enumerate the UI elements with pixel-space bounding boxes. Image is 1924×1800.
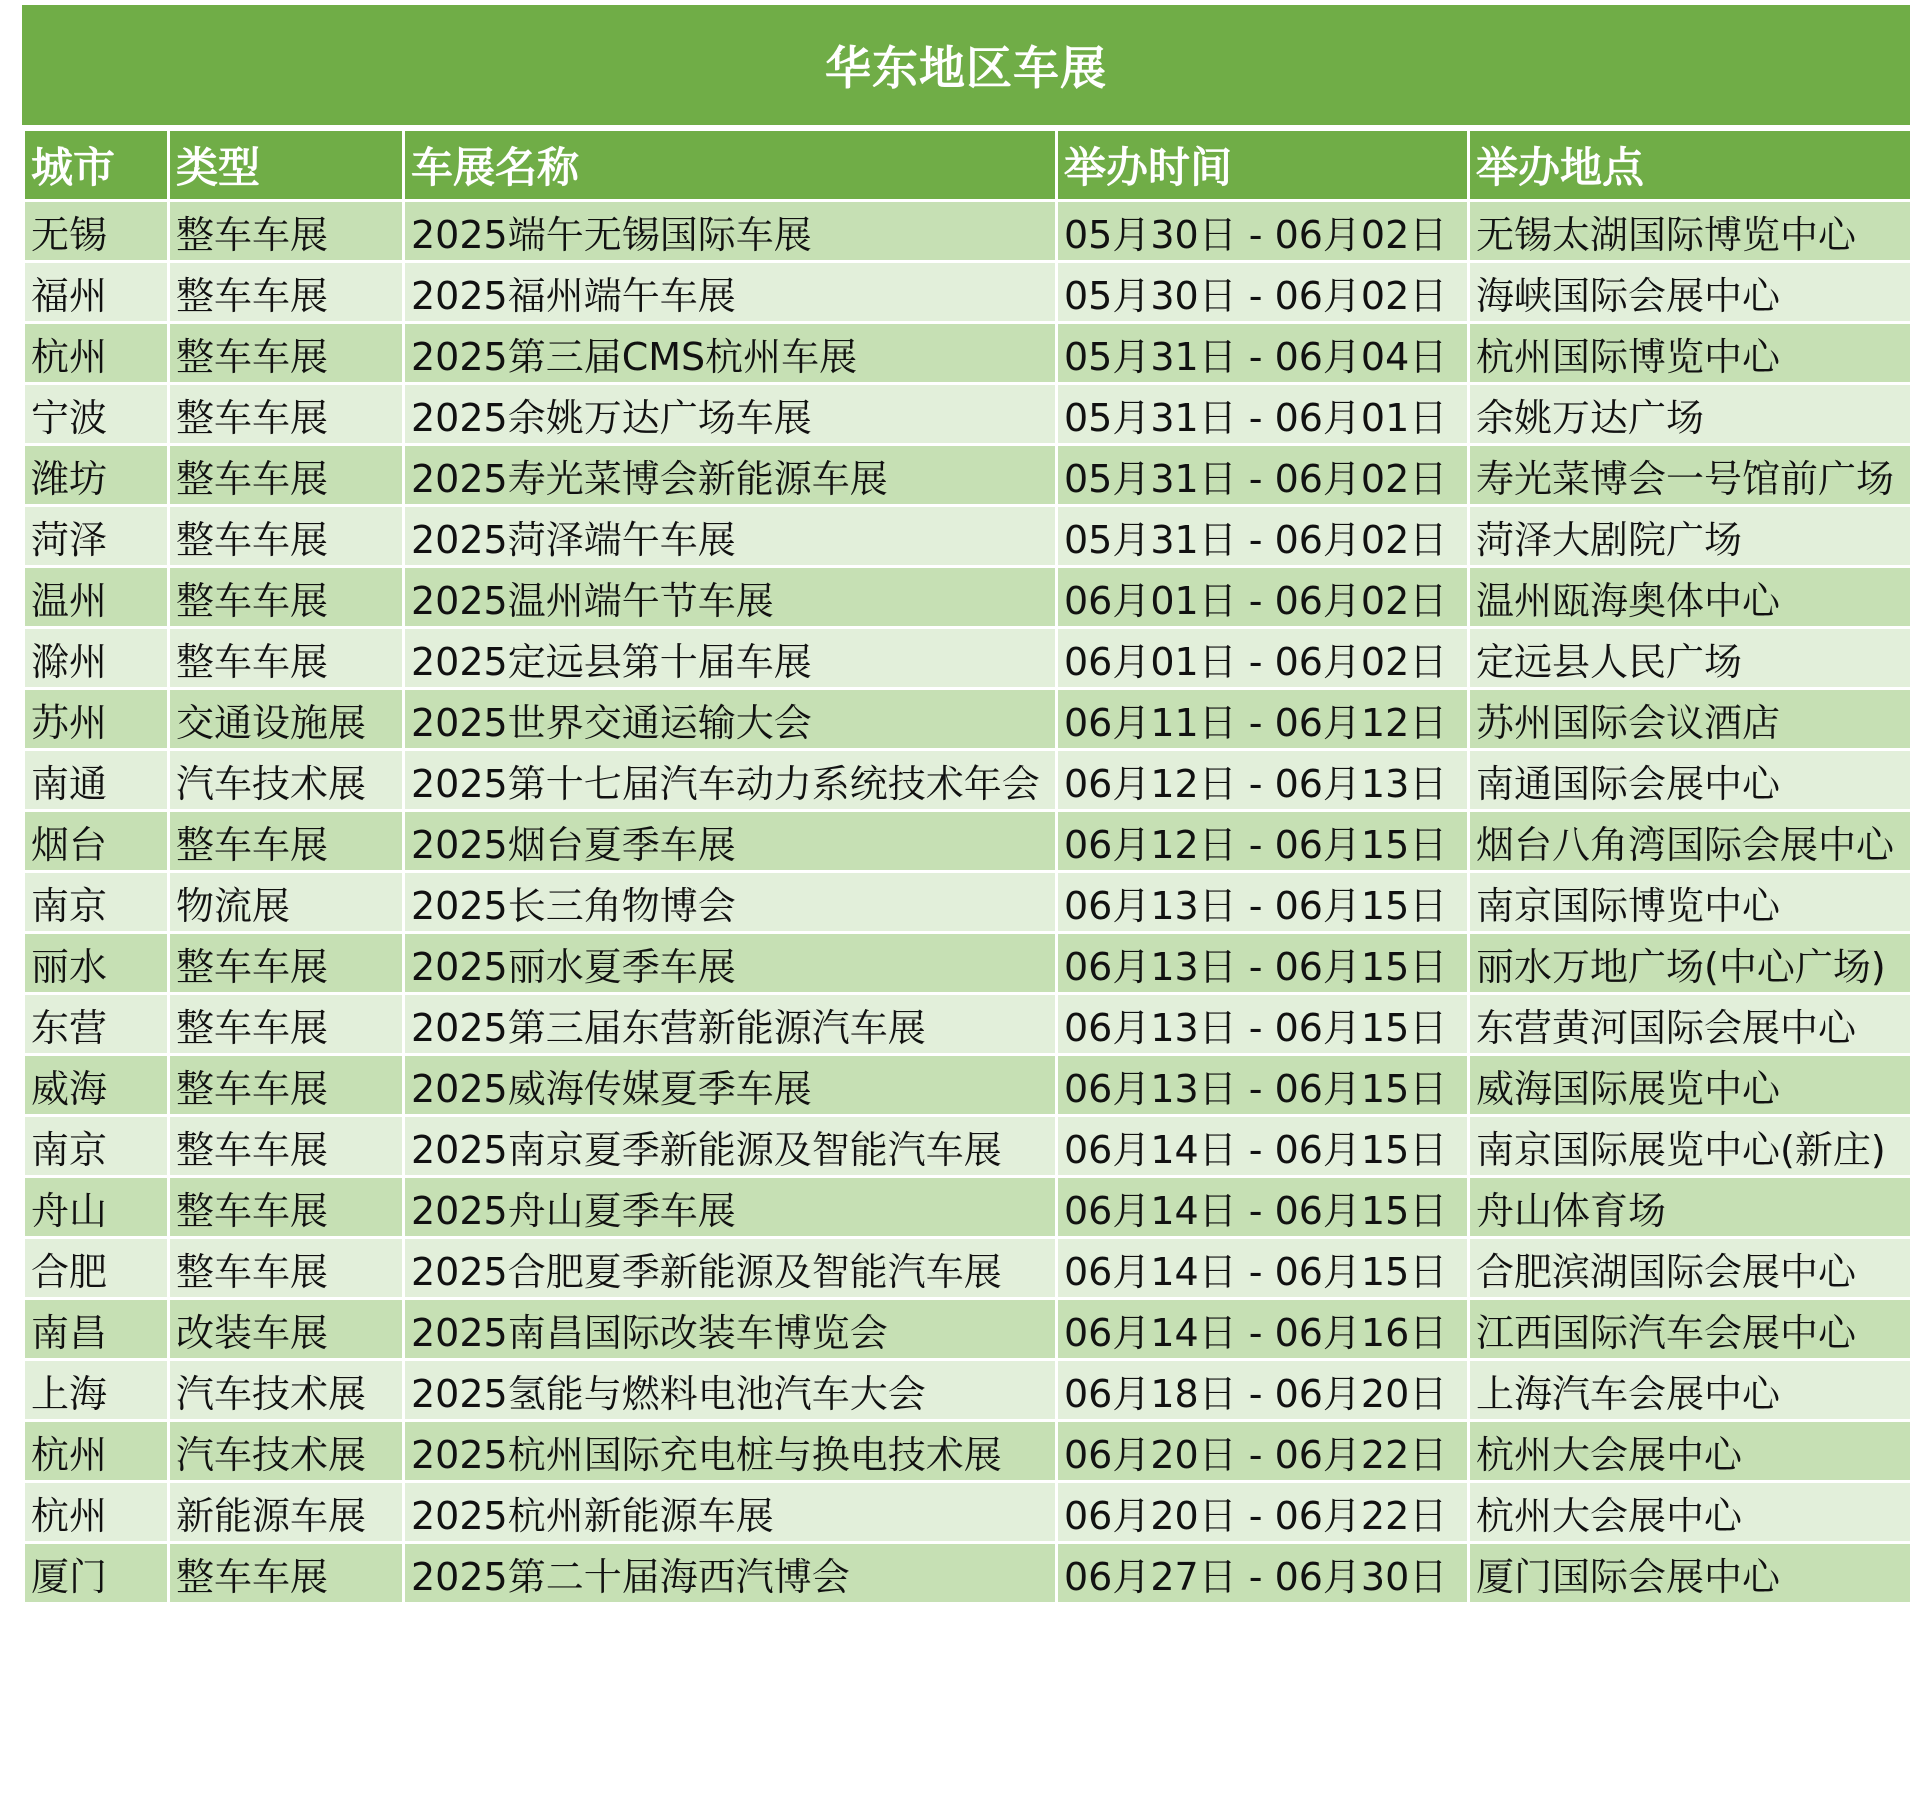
cell-type: 整车车展	[169, 1238, 404, 1299]
cell-time: 06月11日 - 06月12日	[1057, 689, 1469, 750]
cell-show-name: 2025温州端午节车展	[404, 567, 1057, 628]
table-row	[24, 1177, 1912, 1238]
cell-show-name: 2025第三届东营新能源汽车展	[404, 994, 1057, 1055]
cell-location: 温州瓯海奥体中心	[1469, 567, 1912, 628]
cell-show-name: 2025第十七届汽车动力系统技术年会	[404, 750, 1057, 811]
table-title: 华东地区车展	[22, 5, 1910, 125]
cell-location: 丽水万地广场(中心广场)	[1469, 933, 1912, 994]
cell-show-name: 2025合肥夏季新能源及智能汽车展	[404, 1238, 1057, 1299]
cell-city: 宁波	[24, 384, 169, 445]
cell-show-name: 2025寿光菜博会新能源车展	[404, 445, 1057, 506]
cell-time: 06月27日 - 06月30日	[1057, 1543, 1469, 1604]
cell-type: 整车车展	[169, 262, 404, 323]
cell-city: 南通	[24, 750, 169, 811]
cell-city: 丽水	[24, 933, 169, 994]
cell-time: 06月12日 - 06月15日	[1057, 811, 1469, 872]
cell-type: 整车车展	[169, 1055, 404, 1116]
cell-time: 06月14日 - 06月15日	[1057, 1238, 1469, 1299]
cell-time: 06月18日 - 06月20日	[1057, 1360, 1469, 1421]
cell-city: 威海	[24, 1055, 169, 1116]
cell-type: 交通设施展	[169, 689, 404, 750]
cell-show-name: 2025余姚万达广场车展	[404, 384, 1057, 445]
cell-city: 温州	[24, 567, 169, 628]
cell-city: 福州	[24, 262, 169, 323]
cell-time: 06月13日 - 06月15日	[1057, 994, 1469, 1055]
table-row	[24, 1238, 1912, 1299]
table-row	[24, 1421, 1912, 1482]
cell-location: 上海汽车会展中心	[1469, 1360, 1912, 1421]
cell-type: 整车车展	[169, 567, 404, 628]
cell-type: 物流展	[169, 872, 404, 933]
cell-city: 无锡	[24, 201, 169, 262]
cell-city: 南昌	[24, 1299, 169, 1360]
cell-show-name: 2025世界交通运输大会	[404, 689, 1057, 750]
cell-time: 05月31日 - 06月02日	[1057, 445, 1469, 506]
cell-city: 杭州	[24, 323, 169, 384]
cell-city: 潍坊	[24, 445, 169, 506]
cell-type: 新能源车展	[169, 1482, 404, 1543]
table-row	[24, 262, 1912, 323]
cell-type: 整车车展	[169, 994, 404, 1055]
cell-location: 余姚万达广场	[1469, 384, 1912, 445]
cell-location: 杭州大会展中心	[1469, 1421, 1912, 1482]
cell-city: 杭州	[24, 1482, 169, 1543]
table-row	[24, 201, 1912, 262]
cell-city: 厦门	[24, 1543, 169, 1604]
cell-location: 南通国际会展中心	[1469, 750, 1912, 811]
cell-time: 06月01日 - 06月02日	[1057, 628, 1469, 689]
table-row	[24, 994, 1912, 1055]
cell-location: 寿光菜博会一号馆前广场	[1469, 445, 1912, 506]
cell-type: 整车车展	[169, 384, 404, 445]
cell-type: 整车车展	[169, 445, 404, 506]
table-row	[24, 1482, 1912, 1543]
table-row	[24, 445, 1912, 506]
cell-show-name: 2025菏泽端午车展	[404, 506, 1057, 567]
table-row	[24, 628, 1912, 689]
cell-city: 南京	[24, 1116, 169, 1177]
cell-time: 06月13日 - 06月15日	[1057, 872, 1469, 933]
cell-type: 改装车展	[169, 1299, 404, 1360]
cell-city: 菏泽	[24, 506, 169, 567]
table-row	[24, 872, 1912, 933]
cell-show-name: 2025第二十届海西汽博会	[404, 1543, 1057, 1604]
cell-location: 舟山体育场	[1469, 1177, 1912, 1238]
cell-type: 整车车展	[169, 811, 404, 872]
cell-show-name: 2025南京夏季新能源及智能汽车展	[404, 1116, 1057, 1177]
table-row	[24, 933, 1912, 994]
cell-location: 南京国际展览中心(新庄)	[1469, 1116, 1912, 1177]
header-location: 举办地点	[1469, 130, 1912, 201]
cell-show-name: 2025长三角物博会	[404, 872, 1057, 933]
cell-show-name: 2025威海传媒夏季车展	[404, 1055, 1057, 1116]
cell-show-name: 2025福州端午车展	[404, 262, 1057, 323]
cell-location: 杭州国际博览中心	[1469, 323, 1912, 384]
header-time: 举办时间	[1057, 130, 1469, 201]
cell-time: 05月31日 - 06月04日	[1057, 323, 1469, 384]
cell-city: 杭州	[24, 1421, 169, 1482]
cell-city: 南京	[24, 872, 169, 933]
table-row	[24, 323, 1912, 384]
cell-location: 合肥滨湖国际会展中心	[1469, 1238, 1912, 1299]
header-city: 城市	[24, 130, 169, 201]
cell-location: 无锡太湖国际博览中心	[1469, 201, 1912, 262]
table-row	[24, 1543, 1912, 1604]
cell-show-name: 2025端午无锡国际车展	[404, 201, 1057, 262]
cell-time: 05月30日 - 06月02日	[1057, 262, 1469, 323]
cell-show-name: 2025南昌国际改装车博览会	[404, 1299, 1057, 1360]
cell-location: 江西国际汽车会展中心	[1469, 1299, 1912, 1360]
cell-time: 06月14日 - 06月16日	[1057, 1299, 1469, 1360]
cell-time: 06月14日 - 06月15日	[1057, 1116, 1469, 1177]
cell-city: 苏州	[24, 689, 169, 750]
auto-show-table	[22, 128, 1913, 1605]
cell-time: 06月01日 - 06月02日	[1057, 567, 1469, 628]
table-row	[24, 1299, 1912, 1360]
cell-time: 06月20日 - 06月22日	[1057, 1482, 1469, 1543]
cell-time: 05月31日 - 06月02日	[1057, 506, 1469, 567]
cell-type: 汽车技术展	[169, 1421, 404, 1482]
cell-location: 杭州大会展中心	[1469, 1482, 1912, 1543]
header-show-name: 车展名称	[404, 130, 1057, 201]
cell-type: 汽车技术展	[169, 1360, 404, 1421]
cell-city: 滁州	[24, 628, 169, 689]
header-row	[24, 130, 1912, 201]
cell-type: 整车车展	[169, 1177, 404, 1238]
cell-location: 烟台八角湾国际会展中心	[1469, 811, 1912, 872]
header-type: 类型	[169, 130, 404, 201]
cell-city: 舟山	[24, 1177, 169, 1238]
cell-location: 定远县人民广场	[1469, 628, 1912, 689]
cell-type: 整车车展	[169, 1543, 404, 1604]
cell-time: 05月31日 - 06月01日	[1057, 384, 1469, 445]
cell-time: 06月14日 - 06月15日	[1057, 1177, 1469, 1238]
cell-type: 整车车展	[169, 1116, 404, 1177]
cell-show-name: 2025舟山夏季车展	[404, 1177, 1057, 1238]
cell-type: 汽车技术展	[169, 750, 404, 811]
cell-type: 整车车展	[169, 933, 404, 994]
cell-location: 威海国际展览中心	[1469, 1055, 1912, 1116]
table-row	[24, 750, 1912, 811]
table-row	[24, 689, 1912, 750]
table-row	[24, 567, 1912, 628]
cell-city: 东营	[24, 994, 169, 1055]
cell-time: 05月30日 - 06月02日	[1057, 201, 1469, 262]
cell-type: 整车车展	[169, 628, 404, 689]
table-row	[24, 384, 1912, 445]
auto-show-table-container	[22, 5, 1910, 1605]
cell-location: 菏泽大剧院广场	[1469, 506, 1912, 567]
cell-type: 整车车展	[169, 323, 404, 384]
table-row	[24, 1055, 1912, 1116]
cell-show-name: 2025氢能与燃料电池汽车大会	[404, 1360, 1057, 1421]
table-row	[24, 506, 1912, 567]
table-row	[24, 1360, 1912, 1421]
cell-show-name: 2025定远县第十届车展	[404, 628, 1057, 689]
cell-time: 06月20日 - 06月22日	[1057, 1421, 1469, 1482]
cell-location: 苏州国际会议酒店	[1469, 689, 1912, 750]
table-body	[24, 201, 1912, 1604]
cell-location: 厦门国际会展中心	[1469, 1543, 1912, 1604]
cell-show-name: 2025杭州新能源车展	[404, 1482, 1057, 1543]
cell-city: 合肥	[24, 1238, 169, 1299]
cell-location: 海峡国际会展中心	[1469, 262, 1912, 323]
cell-show-name: 2025第三届CMS杭州车展	[404, 323, 1057, 384]
table-row	[24, 811, 1912, 872]
cell-show-name: 2025杭州国际充电桩与换电技术展	[404, 1421, 1057, 1482]
cell-type: 整车车展	[169, 506, 404, 567]
cell-location: 南京国际博览中心	[1469, 872, 1912, 933]
cell-city: 上海	[24, 1360, 169, 1421]
cell-time: 06月12日 - 06月13日	[1057, 750, 1469, 811]
cell-location: 东营黄河国际会展中心	[1469, 994, 1912, 1055]
cell-city: 烟台	[24, 811, 169, 872]
cell-time: 06月13日 - 06月15日	[1057, 1055, 1469, 1116]
table-row	[24, 1116, 1912, 1177]
cell-time: 06月13日 - 06月15日	[1057, 933, 1469, 994]
cell-show-name: 2025烟台夏季车展	[404, 811, 1057, 872]
cell-type: 整车车展	[169, 201, 404, 262]
cell-show-name: 2025丽水夏季车展	[404, 933, 1057, 994]
